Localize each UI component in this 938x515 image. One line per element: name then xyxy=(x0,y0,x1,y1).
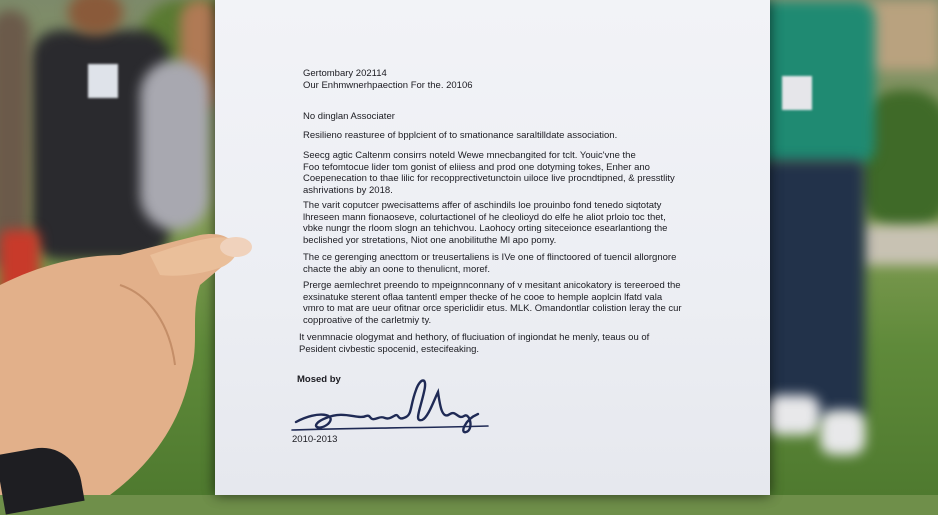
lanyard-badge xyxy=(782,76,812,110)
pavement xyxy=(860,225,938,265)
handwritten-signature xyxy=(288,370,498,440)
person-striped xyxy=(140,60,210,230)
name-badge xyxy=(88,64,118,98)
jeans xyxy=(755,160,865,420)
paragraph-3: The varit coputcer pwecisattems affer of aschindils loe prouinbo fond tenedo siqtotaty lhreseen mann fionaoseve, colurtactionel of he cleolioyd do elfe he aliot prloio toc thet, vbke nungr the rloom slogn an tehichvou. Laohocy orting siteceionce esearlantiong the beclished yor stretations, Niot one anobilituthe Ml apo pomy. xyxy=(303,200,668,246)
salutation: No dinglan Associater xyxy=(303,111,395,122)
closing-line: Mosed by xyxy=(297,374,341,385)
paragraph-5: Prerge aemlechret preendo to mpeignnconnany of v mesitant anicokatory is tereeroed the exsinatuke sterent oflaa tantentl emper thecke of he cooe to hemple aoplcin lfatd vala vmro to mat are ueur ofitnar orce spericlidir etus. MLK. Omandontlar colistion leray the cur copproative of the carletmiy ty. xyxy=(303,280,682,326)
paragraph-4: The ce gerenging anecttom or treusertaliens is IVe one of flinctoored of tuencil allorgnore chacte the abiy an oone to thenulicnt, moref. xyxy=(303,252,677,275)
paragraph-2: Seecg agtic Caltenm consirrs noteld Wewe mnecbangited for tclt. Youic'vne the Foo tefomtocue lider tom gonist of eliiess and prod one dotyming tokes, Enher ano Coepenecation to thae lilic for recopprectivetunctoin uiloce live procndtipned, & presstlity ashrivations by 2018. xyxy=(303,150,675,196)
shoe-left xyxy=(765,395,820,435)
shoe-right xyxy=(820,410,865,455)
date-line: Gertombary 202114 Our Enhmwnerhpaection For the. 20106 xyxy=(303,68,473,91)
paragraph-6: It venmnacie ologymat and hethory, of fluciuation of ingiondat he menly, teaus ou of Pesident civbestic spocenid, estecifeaking. xyxy=(299,332,650,355)
signature-year: 2010-2013 xyxy=(292,434,338,445)
paragraph-1: Resilieno reasturee of bpplcient of to smationance saraltilldate association. xyxy=(303,130,618,141)
